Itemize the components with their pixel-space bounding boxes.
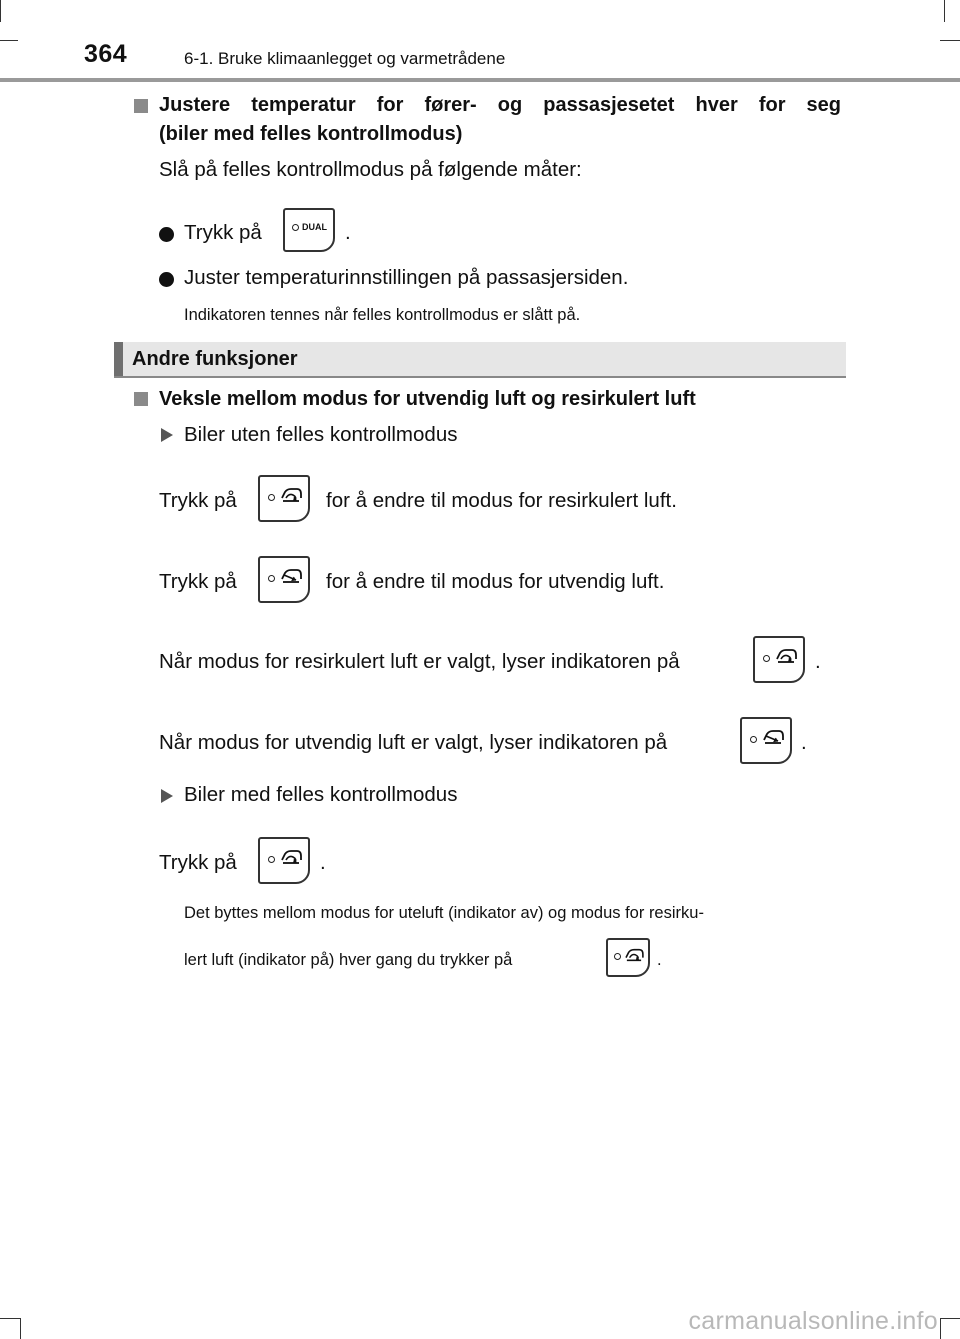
triangle-bullet-icon [161, 789, 173, 803]
crop-mark [20, 1318, 21, 1339]
watermark: carmanualsonline.info [688, 1307, 938, 1335]
section-bar-accent [114, 342, 123, 376]
section-heading-cont: (biler med felles kontrollmodus) [159, 123, 463, 145]
page-number: 364 [84, 40, 128, 68]
indicator-icon [292, 224, 299, 231]
section-bar-title: Andre funksjoner [132, 348, 298, 370]
instruction-text: Når modus for utvendig luft er valgt, lyser indikatoren på [159, 731, 668, 754]
square-bullet-icon [134, 99, 148, 113]
crop-mark [0, 0, 1, 22]
indicator-icon [750, 736, 757, 743]
indicator-icon [763, 655, 770, 662]
indicator-icon [268, 494, 275, 501]
indicator-icon [614, 953, 621, 960]
instruction-text: . [801, 731, 807, 754]
sub-heading: Biler uten felles kontrollmodus [184, 423, 458, 446]
car-outside-air-symbol-icon [279, 567, 303, 585]
dual-label: DUAL [302, 222, 327, 232]
indicator-icon [268, 575, 275, 582]
note-text: Indikatoren tennes når felles kontrollmodus er slått på. [184, 306, 581, 324]
car-recirc-symbol-icon [774, 647, 798, 665]
car-outside-air-symbol-icon [761, 728, 785, 746]
bullet-text: Juster temperaturinnstillingen på passasjersiden. [184, 266, 629, 289]
crop-mark [0, 40, 18, 41]
indicator-icon [268, 856, 275, 863]
crop-mark [940, 40, 960, 41]
outside-air-button-icon [740, 717, 792, 764]
car-recirc-symbol-icon [279, 486, 303, 504]
crop-mark [944, 0, 945, 22]
note-text: . [657, 951, 662, 969]
recirculation-button-icon [753, 636, 805, 683]
recirculation-button-icon [258, 475, 310, 522]
section-heading: Veksle mellom modus for utvendig luft og resirkulert luft [159, 388, 696, 410]
instruction-text: . [320, 851, 326, 874]
round-bullet-icon [159, 272, 174, 287]
instruction-text: . [815, 650, 821, 673]
dual-button-icon [283, 208, 335, 252]
instruction-text: for å endre til modus for resirkulert luft. [326, 489, 677, 512]
triangle-bullet-icon [161, 428, 173, 442]
instruction-text: Trykk på [159, 570, 237, 593]
chapter-title: 6-1. Bruke klimaanlegget og varmetrådene [184, 49, 506, 68]
instruction-text: Når modus for resirkulert luft er valgt, lyser indikatoren på [159, 650, 680, 673]
outside-air-button-icon [258, 556, 310, 603]
round-bullet-icon [159, 227, 174, 242]
car-recirc-symbol-icon [623, 947, 645, 963]
instruction-text: Trykk på [159, 851, 237, 874]
bullet-text: Trykk på [184, 221, 262, 244]
section-bar [114, 342, 846, 378]
crop-mark [940, 1318, 960, 1319]
recirculation-button-icon [606, 938, 650, 977]
section-heading: Justere temperatur for fører- og passasjesetet hver for seg [159, 94, 841, 116]
crop-mark [0, 1318, 20, 1319]
bullet-text: . [345, 221, 351, 244]
intro-text: Slå på felles kontrollmodus på følgende måter: [159, 158, 582, 181]
crop-mark [940, 1318, 941, 1339]
note-text: lert luft (indikator på) hver gang du trykker på [184, 951, 513, 969]
square-bullet-icon [134, 392, 148, 406]
car-recirc-symbol-icon [279, 848, 303, 866]
sub-heading: Biler med felles kontrollmodus [184, 783, 458, 806]
note-text: Det byttes mellom modus for uteluft (indikator av) og modus for resirku- [184, 904, 704, 922]
instruction-text: Trykk på [159, 489, 237, 512]
header-rule [0, 78, 960, 82]
recirculation-button-icon [258, 837, 310, 884]
instruction-text: for å endre til modus for utvendig luft. [326, 570, 665, 593]
